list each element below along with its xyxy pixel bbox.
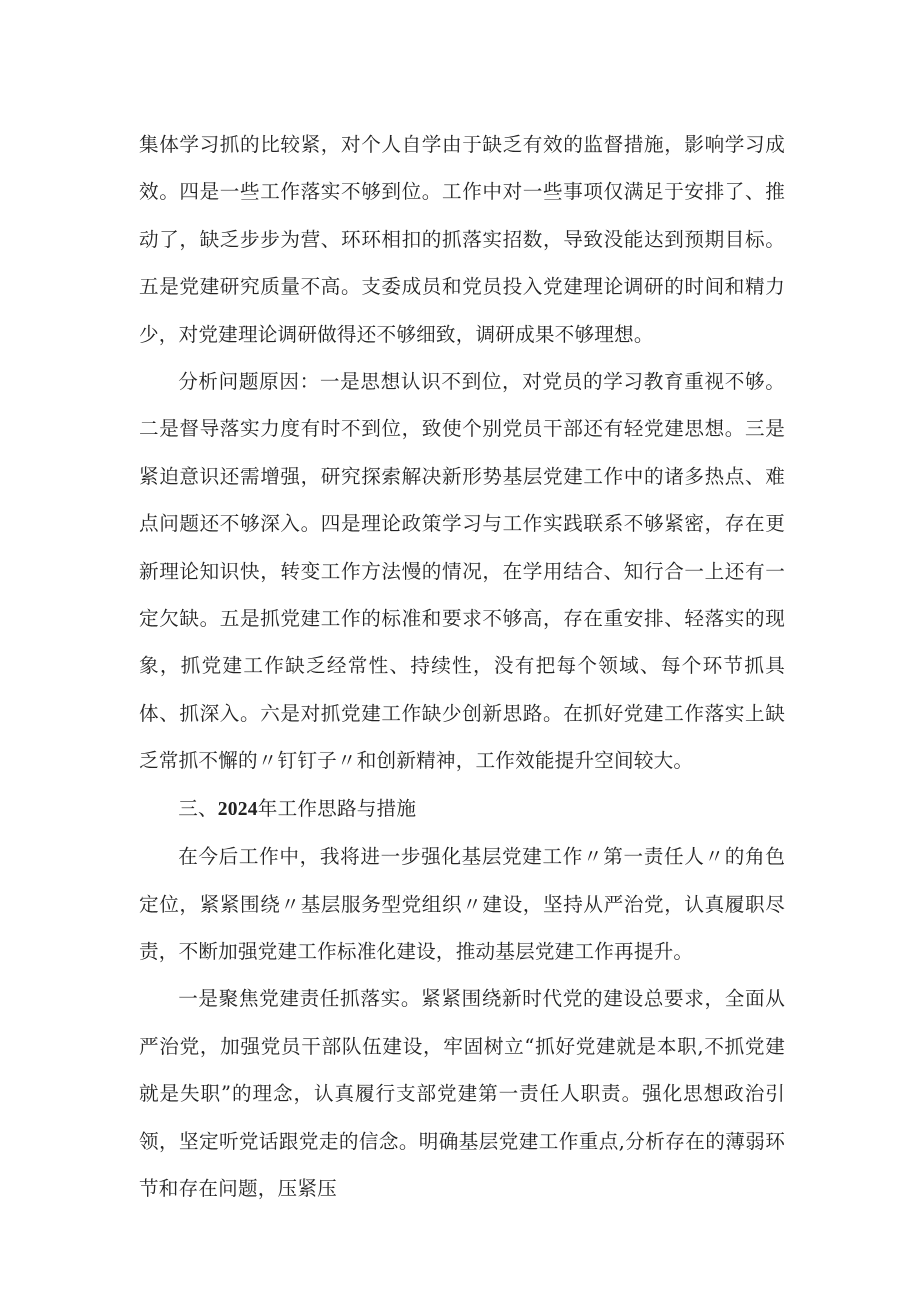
document-page xyxy=(139,121,785,1212)
paragraph-cause-analysis: 分析问题原因：一是思想认识不到位，对党员的学习教育重视不够。二是督导落实力度有时不到位，致使个别党员干部还有轻党建思想。三是紧迫意识还需增强，研究探索解决新形势基层党建工作中的诸多热点、难点问题还不够深入。四是理论政策学习与工作实践联系不够紧密，存在更新理论知识快，转变工作方法慢的情况，在学用结合、知行合一上还有一定欠缺。五是抓党建工作的标准和要求不够高，存在重安排、轻落实的现象，抓党建工作缺乏经常性、持续性，没有把每个领域、每个环节抓具体、抓深入。六是对抓党建工作缺少创新思路。在抓好党建工作落实上缺乏常抓不懈的〃钉钉子〃和创新精神，工作效能提升空间较大。 xyxy=(139,370,785,773)
section-heading-prefix: 三、 xyxy=(178,796,218,820)
paragraph-problems-continued: 集体学习抓的比较紧，对个人自学由于缺乏有效的监督措施，影响学习成效。四是一些工作落实不够到位。工作中对一些事项仅满足于安排了、推动了，缺乏步步为营、环环相扣的抓落实招数，导致没能达到预期目标。五是党建研究质量不高。支委成员和党员投入党建理论调研的时间和精力少，对党建理论调研做得还不够细致，调研成果不够理想。 xyxy=(139,133,785,346)
section-heading xyxy=(139,785,785,833)
paragraph-measure-one: 一是聚焦党建责任抓落实。紧紧围绕新时代党的建设总要求，全面从严治党，加强党员干部队伍建设，牢固树立“抓好党建就是本职,不抓党建就是失职”的理念，认真履行支部党建第一责任人职责。强化思想政治引领，坚定听党话跟党走的信念。明确基层党建工作重点,分析存在的薄弱环节和存在问题，压紧压 xyxy=(139,987,785,1200)
section-heading-year: 2024 xyxy=(217,798,258,820)
paragraph-work-plan-intro: 在今后工作中，我将进一步强化基层党建工作〃第一责任人〃的角色定位，紧紧围绕〃基层服务型党组织〃建设，坚持从严治党，认真履职尽责，不断加强党建工作标准化建设，推动基层党建工作再提升。 xyxy=(139,845,785,963)
section-heading-suffix: 年工作思路与措施 xyxy=(257,796,417,820)
